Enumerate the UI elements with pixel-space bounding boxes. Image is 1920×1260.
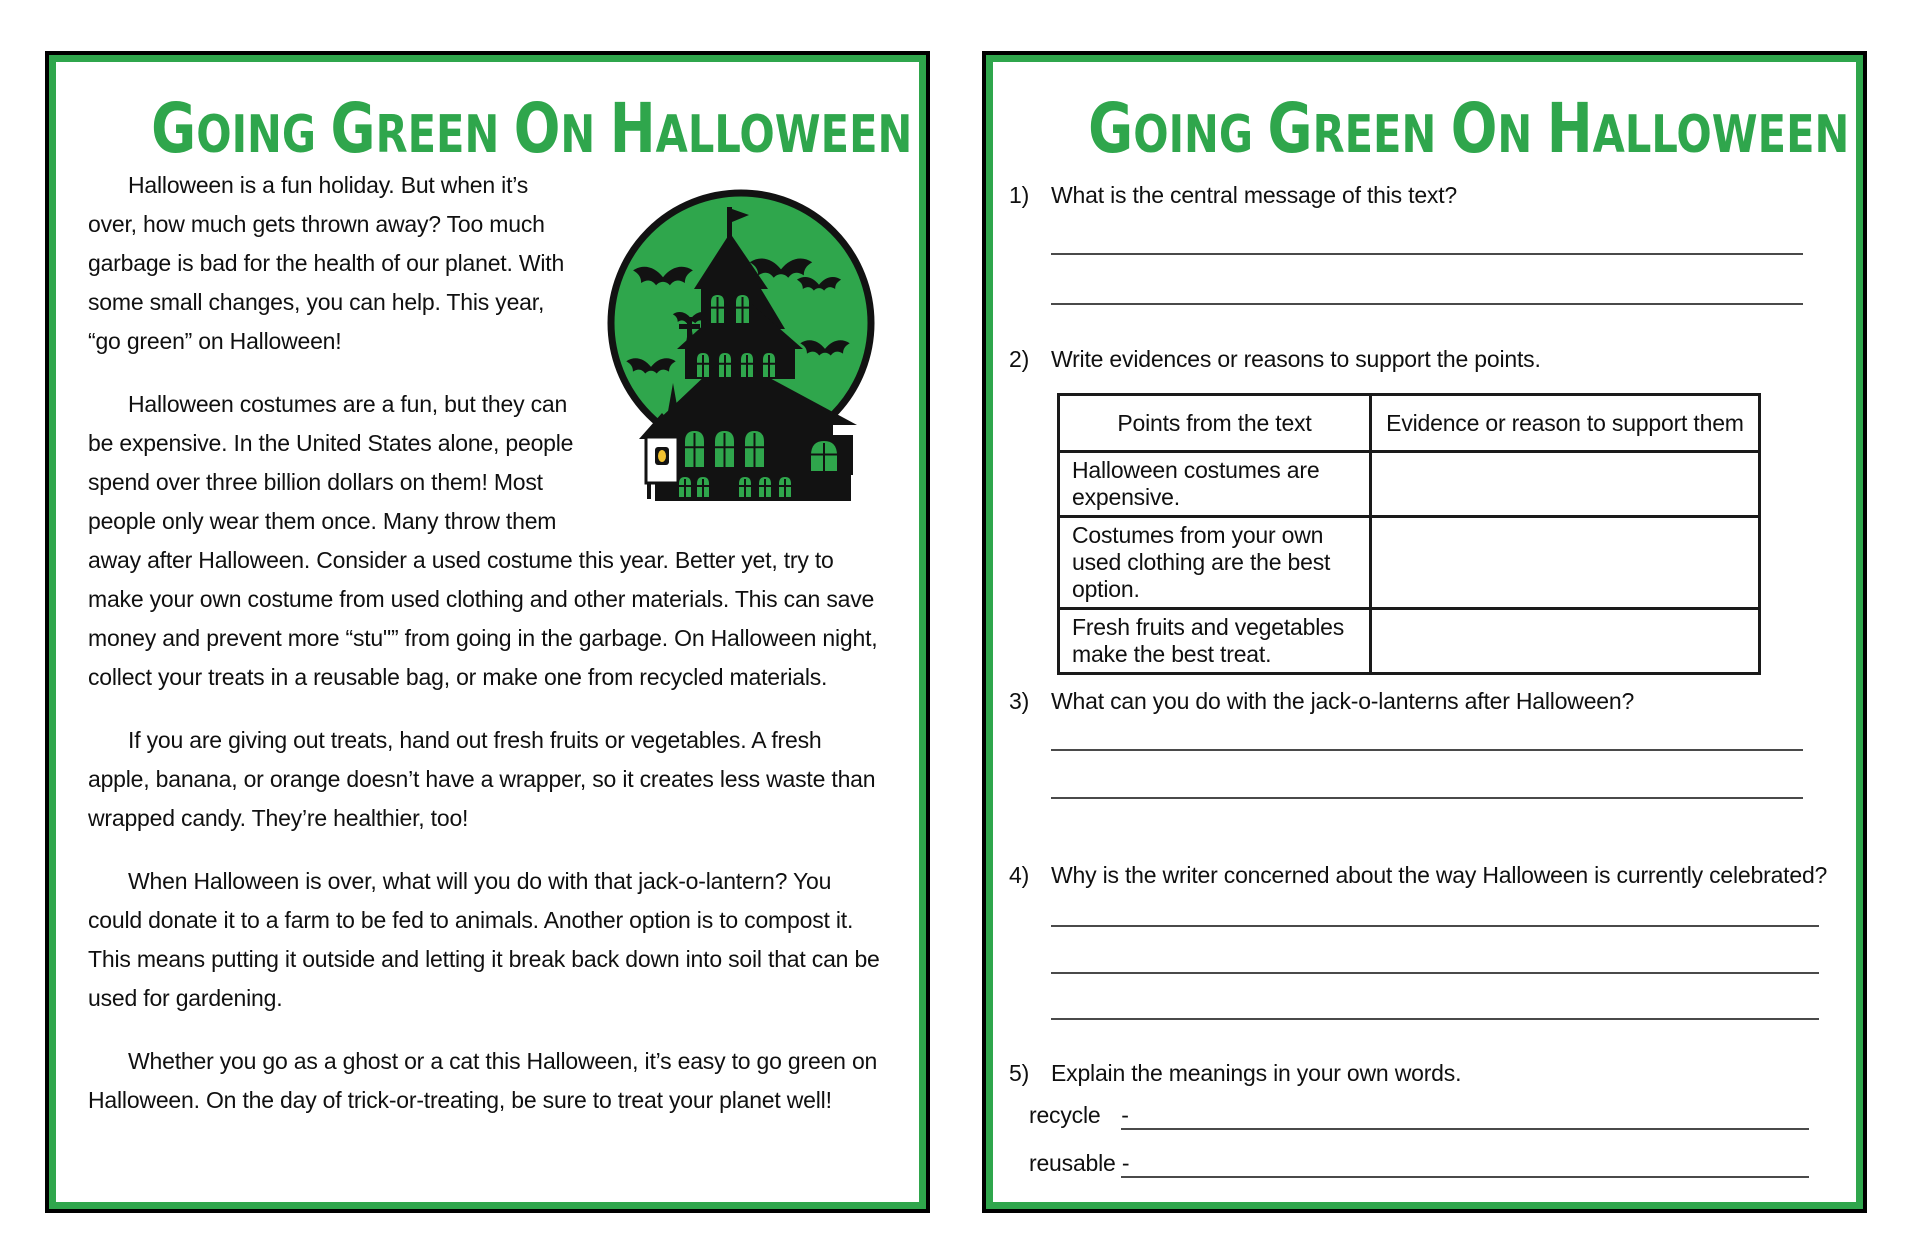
vocab-separator: - xyxy=(1121,1150,1130,1176)
answer-line[interactable] xyxy=(1121,1128,1809,1130)
table-row xyxy=(1059,609,1760,674)
answer-line[interactable] xyxy=(1051,749,1803,751)
question-text: Why is the writer concerned about the way Halloween is currently celebrated? xyxy=(1051,862,1828,888)
answer-line[interactable] xyxy=(1051,925,1819,927)
vocab-row-reusable xyxy=(1029,1150,1129,1177)
answer-line[interactable] xyxy=(1051,797,1803,799)
vocab-term: reusable xyxy=(1029,1150,1116,1176)
question-text: Explain the meanings in your own words. xyxy=(1051,1060,1462,1086)
evidence-cell-empty[interactable] xyxy=(1370,517,1759,609)
question-text: What is the central message of this text? xyxy=(1051,182,1457,208)
question-text: Write evidences or reasons to support the points. xyxy=(1051,346,1541,372)
answer-line[interactable] xyxy=(1051,253,1803,255)
haunted-house-illustration xyxy=(589,176,889,508)
passage-paragraph: Halloween is a fun holiday. But when it’s over, how much gets thrown away? Too much garbage is bad for the health of our planet. With some small changes, you can help. This year, “go green” on Halloween! xyxy=(88,172,565,354)
vocab-separator: - xyxy=(1121,1102,1129,1128)
answer-line[interactable] xyxy=(1051,303,1803,305)
passage-page xyxy=(45,51,930,1213)
question-number: 2) xyxy=(1009,346,1030,372)
answer-line[interactable] xyxy=(1051,1018,1819,1020)
point-cell: Costumes from your own used clothing are the best option. xyxy=(1059,517,1371,609)
page-green-border xyxy=(49,55,926,1209)
vocab-row-recycle xyxy=(1029,1102,1129,1129)
question-1 xyxy=(1009,182,1840,209)
passage-paragraph: When Halloween is over, what will you do with that jack-o-lantern? You could donate it to a farm to be fed to animals. Another option is to compost it. This means putting it outside and letting it break back down into soil that can be used for gardening. xyxy=(88,868,880,1011)
question-5 xyxy=(1009,1060,1840,1087)
passage-paragraph: If you are giving out treats, hand out fresh fruits or vegetables. A fresh apple, banana, or orange doesn’t have a wrapper, so it creates less waste than wrapped candy. They’re healthier, too! xyxy=(88,727,876,831)
haunted-house-moon-illustration xyxy=(589,176,889,508)
evidence-cell-empty[interactable] xyxy=(1370,609,1759,674)
passage-body xyxy=(88,166,889,1144)
table-header-points: Points from the text xyxy=(1059,395,1371,452)
table-row xyxy=(1059,517,1760,609)
question-3 xyxy=(1009,688,1840,715)
question-number: 4) xyxy=(1009,862,1030,888)
page-title: GOING GREEN ON HALLOWEEN xyxy=(1088,88,1850,169)
question-4 xyxy=(1009,862,1840,889)
point-cell: Fresh fruits and vegetables make the best treat. xyxy=(1059,609,1371,674)
vocab-term: recycle xyxy=(1029,1102,1101,1128)
questions-page xyxy=(982,51,1867,1213)
answer-line[interactable] xyxy=(1121,1176,1809,1178)
passage-paragraph: Whether you go as a ghost or a cat this Halloween, it’s easy to go green on Halloween. On the day of trick-or-treating, be sure to treat your planet well! xyxy=(88,1048,878,1113)
evidence-cell-empty[interactable] xyxy=(1370,452,1759,517)
question-number: 5) xyxy=(1009,1060,1030,1086)
page-green-border xyxy=(986,55,1863,1209)
question-number: 1) xyxy=(1009,182,1030,208)
lantern-light xyxy=(658,450,666,462)
table-header-evidence: Evidence or reason to support them xyxy=(1370,395,1759,452)
question-2 xyxy=(1009,346,1840,373)
passage-paragraph: Halloween costumes are a fun, but they can be expensive. In the United States alone, people spend over three billion dollars on them! Most people only wear them once. Many throw them away after Halloween. Consider a used costume this year. Better yet, try to make your own costume from used clothing and other materials. This can save money and prevent more “stu"” from going in the garbage. On Halloween night, collect your treats in a reusable bag, or make one from recycled materials. xyxy=(88,391,878,690)
answer-line[interactable] xyxy=(1051,972,1819,974)
evidence-table xyxy=(1057,393,1761,675)
question-text: What can you do with the jack-o-lanterns after Halloween? xyxy=(1051,688,1635,714)
question-number: 3) xyxy=(1009,688,1030,714)
page-title: GOING GREEN ON HALLOWEEN xyxy=(151,88,913,169)
point-cell: Halloween costumes are expensive. xyxy=(1059,452,1371,517)
table-row xyxy=(1059,452,1760,517)
